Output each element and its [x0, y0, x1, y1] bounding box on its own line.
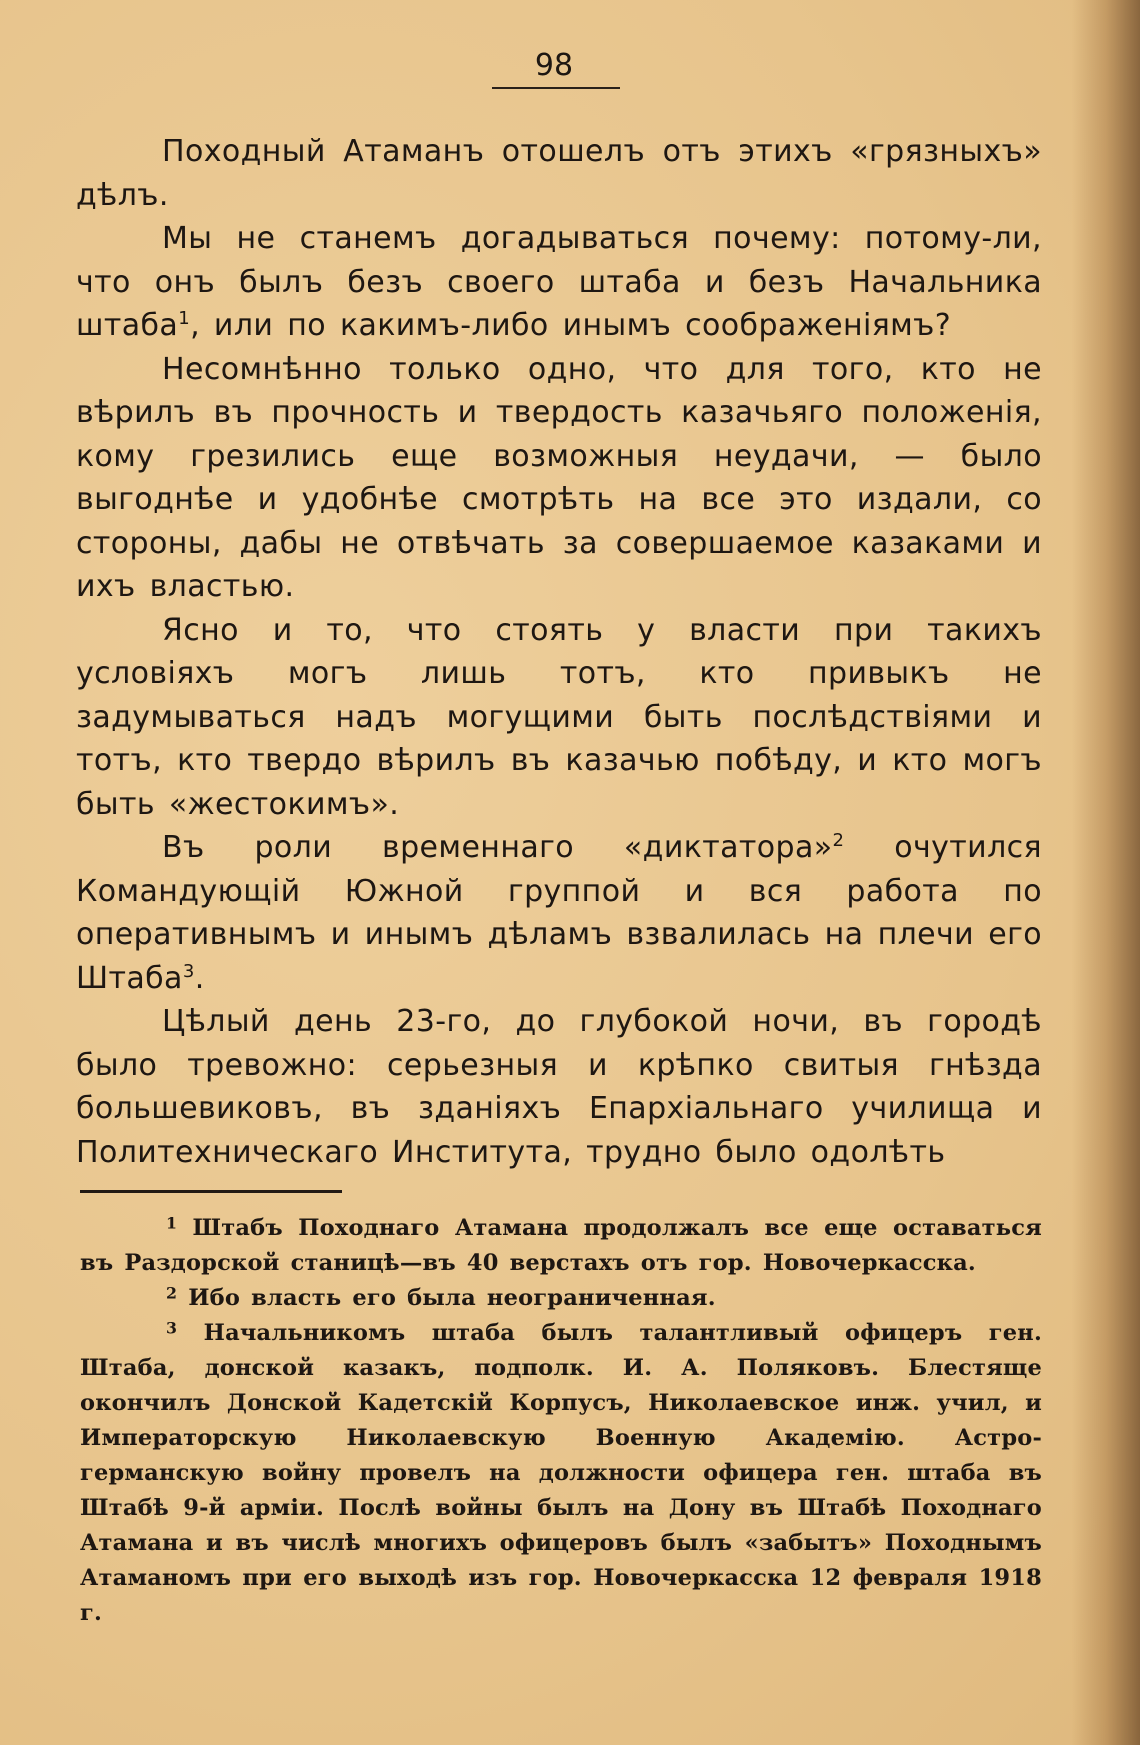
footnote-3: $^3$ Начальникомъ штаба былъ талантливый офицеръ ген. Штаба, донской казакъ, подполк. И. А. Поляковъ. Блестяще окончилъ Донской Кадетскій Корпусъ, Николаевское инж. учил, и Императорскую Николаевскую Военную Академію. Астро-германскую войну провелъ на должности офицера ген. штаба въ Штабѣ 9-й арміи. Послѣ войны былъ на Дону въ Штабѣ Походнаго Атамана и въ числѣ многихъ офицеровъ былъ «забытъ» Походнымъ Атаманомъ при его выходѣ изъ гор. Новочеркасска 12 февраля 1918 г.: [80, 1318, 1042, 1626]
footnote-mark-1: 1: [166, 1213, 178, 1233]
paragraph-2: Мы не станемъ догадываться почему: потому-ли, что онъ былъ безъ своего штаба и безъ Начальника штаба$^1$, или по какимъ-либо инымъ соображеніямъ?: [76, 221, 1042, 343]
footnote-mark-3: 3: [166, 1318, 178, 1338]
footnote-2: $^2$ Ибо власть его была неограниченная.: [166, 1283, 716, 1311]
paragraph-4: Ясно и то, что стоять у власти при такихъ условіяхъ могъ лишь тотъ, кто привыкъ не задумываться надъ могущими быть послѣдствіями и тотъ, кто твердо вѣрилъ въ казачью побѣду, и кто могъ быть «жестокимъ».: [76, 612, 1042, 822]
footnote-ref-3: 3: [182, 960, 195, 982]
paragraph-5: Въ роли временнаго «диктатора»$^2$ очутился Командующій Южной группой и вся работа по оперативнымъ и инымъ дѣламъ взвалилась на плечи его Штаба$^3$.: [76, 830, 1042, 996]
paragraph-3: Несомнѣнно только одно, что для того, кто не вѣрилъ въ прочность и твердость казачьяго положенія, кому грезились еще возможныя неудачи, — было выгоднѣе и удобнѣе смотрѣть на все это издали, со стороны, дабы не отвѣчать за совершаемое казаками и ихъ властью.: [76, 351, 1042, 604]
page-number-underline: [492, 87, 620, 89]
paragraph-6: Цѣлый день 23-го, до глубокой ночи, въ городѣ было тревожно: серьезныя и крѣпко свитыя гнѣзда большевиковъ, въ зданіяхъ Епархіальнаго училища и Политехническаго Института, трудно было одолѣть: [76, 1004, 1042, 1170]
footnote-1: $^1$ Штабъ Походнаго Атамана продолжалъ все еще оставаться въ Раздорской станицѣ—въ 40 верстахъ отъ гор. Новочеркасска.: [80, 1213, 1042, 1276]
footnote-separator: [80, 1190, 342, 1193]
paragraph-1: Походный Атаманъ отошелъ отъ этихъ «грязныхъ» дѣлъ.: [76, 134, 1042, 213]
footnote-ref-1: 1: [178, 308, 191, 330]
main-text: [76, 130, 1042, 1174]
footnote-mark-2: 2: [166, 1283, 178, 1303]
page-number: 98: [534, 48, 574, 83]
footnote-ref-2: 2: [832, 830, 845, 852]
footnotes: [80, 1211, 1042, 1631]
